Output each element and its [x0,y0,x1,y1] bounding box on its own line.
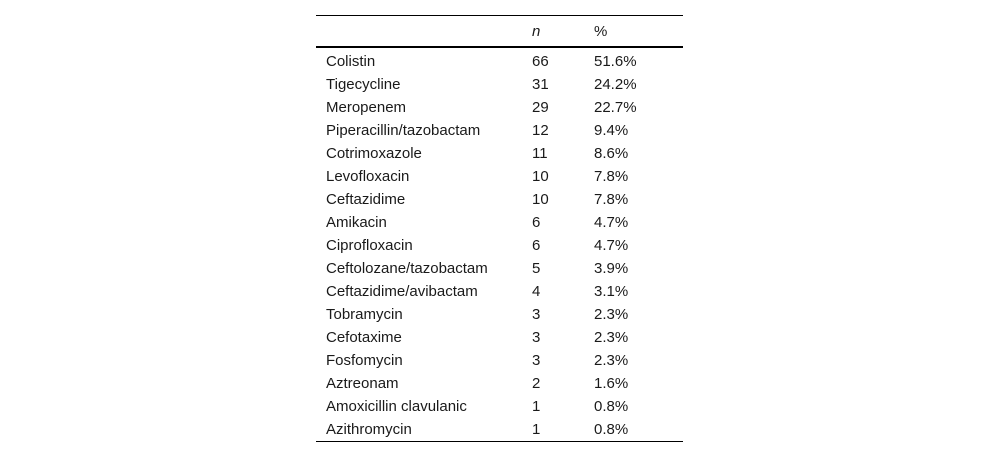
antibiotic-name: Tigecycline [326,76,401,93]
antibiotic-percent: 0.8% [594,398,629,415]
antibiotic-count: 1 [532,398,541,415]
antibiotic-percent: 2.3% [594,306,629,323]
antibiotic-count: 6 [532,214,541,231]
antibiotic-percent: 3.1% [594,283,629,300]
antibiotic-name: Colistin [326,53,376,70]
table-row [316,303,683,326]
antibiotic-percent: 4.7% [594,214,629,231]
antibiotic-table-container [316,15,683,442]
antibiotic-name: Levofloxacin [326,168,410,185]
table-body [316,47,683,442]
table-row [316,257,683,280]
antibiotic-name: Cotrimoxazole [326,145,422,162]
antibiotic-count: 3 [532,329,541,346]
antibiotic-name: Ceftazidime [326,191,406,208]
antibiotic-count: 1 [532,421,541,438]
header-antibiotic [316,16,532,48]
antibiotic-percent: 3.9% [594,260,629,277]
antibiotic-count: 3 [532,306,541,323]
table-row [316,96,683,119]
table-row [316,142,683,165]
antibiotic-percent: 1.6% [594,375,629,392]
antibiotic-name: Ceftazidime/avibactam [326,283,478,300]
antibiotic-percent: 2.3% [594,352,629,369]
antibiotic-count: 3 [532,352,541,369]
antibiotic-name: Tobramycin [326,306,403,323]
table-row [316,326,683,349]
antibiotic-name: Ciprofloxacin [326,237,413,254]
antibiotic-table [316,15,683,442]
antibiotic-percent: 7.8% [594,168,629,185]
antibiotic-count: 29 [532,99,549,116]
antibiotic-percent: 4.7% [594,237,629,254]
antibiotic-count: 31 [532,76,549,93]
antibiotic-name: Ceftolozane/tazobactam [326,260,488,277]
table-row [316,395,683,418]
antibiotic-percent: 51.6% [594,53,637,70]
table-row [316,234,683,257]
antibiotic-name: Piperacillin/tazobactam [326,122,481,139]
antibiotic-percent: 22.7% [594,99,637,116]
antibiotic-name: Fosfomycin [326,352,403,369]
antibiotic-count: 10 [532,168,549,185]
table-row [316,165,683,188]
table-row [316,418,683,442]
header-row [316,16,683,48]
table-row [316,73,683,96]
header-n: n [532,22,541,40]
antibiotic-count: 66 [532,53,549,70]
antibiotic-count: 12 [532,122,549,139]
antibiotic-name: Azithromycin [326,421,412,438]
table-row [316,280,683,303]
table-row [316,50,683,73]
table-row [316,188,683,211]
antibiotic-count: 6 [532,237,541,254]
table-row [316,119,683,142]
header-percent: % [594,22,608,40]
antibiotic-percent: 24.2% [594,76,637,93]
antibiotic-percent: 9.4% [594,122,629,139]
antibiotic-name: Amikacin [326,214,387,231]
table-row [316,211,683,234]
antibiotic-count: 10 [532,191,549,208]
antibiotic-percent: 7.8% [594,191,629,208]
antibiotic-count: 4 [532,283,541,300]
antibiotic-name: Amoxicillin clavulanic [326,398,467,415]
antibiotic-count: 2 [532,375,541,392]
antibiotic-count: 11 [532,145,548,162]
table-header [316,16,683,48]
table-row [316,372,683,395]
table-row [316,349,683,372]
antibiotic-name: Cefotaxime [326,329,402,346]
antibiotic-percent: 2.3% [594,329,629,346]
antibiotic-percent: 8.6% [594,145,629,162]
antibiotic-percent: 0.8% [594,421,629,438]
antibiotic-name: Aztreonam [326,375,399,392]
antibiotic-count: 5 [532,260,541,277]
antibiotic-name: Meropenem [326,99,407,116]
